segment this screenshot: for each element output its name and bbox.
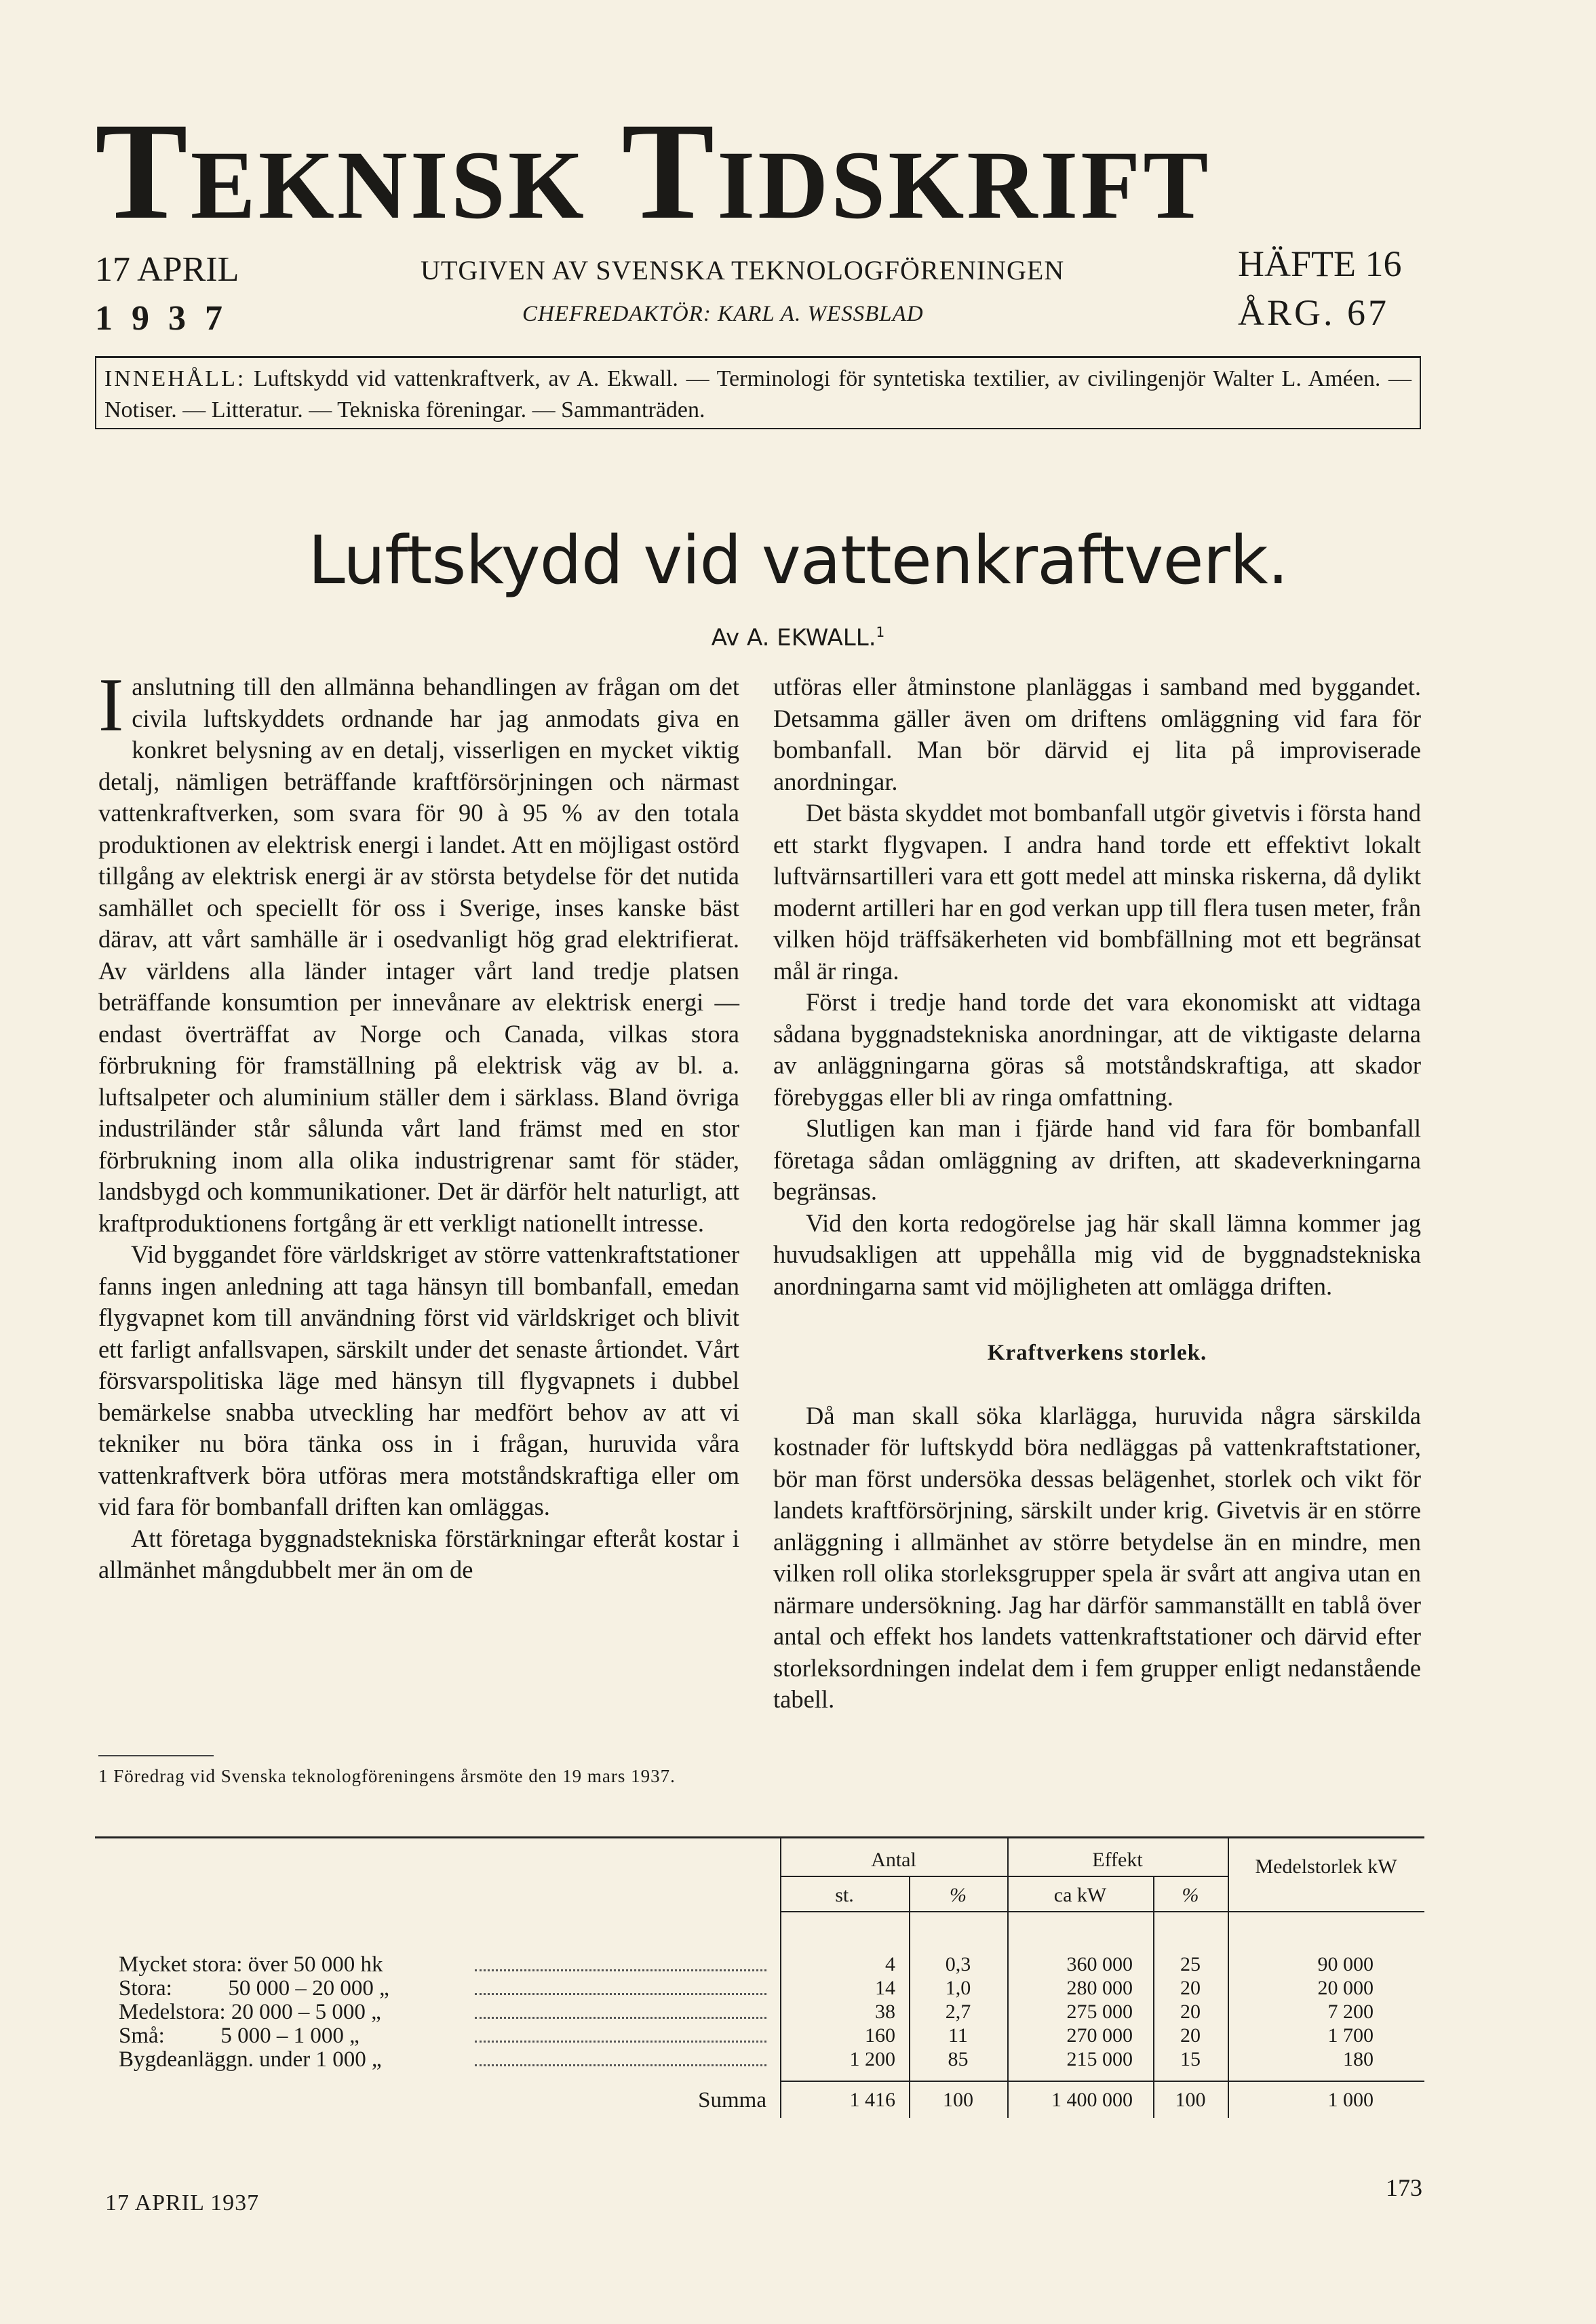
contents-box	[95, 356, 1421, 429]
sum-kwpct: 100	[1175, 2089, 1206, 2111]
right-column	[773, 671, 1421, 1716]
paragraph: utföras eller åtminstone planläggas i samband med byggandet. Detsamma gäller även om driftens omläggning vid fara för bombanfall. Man bör därvid ej lita på improviserade anordningar.	[773, 673, 1421, 795]
issue-number: HÄFTE 16	[1238, 243, 1402, 284]
leader-dots	[475, 1969, 766, 1971]
leader-dots	[475, 2017, 766, 2019]
sum-label: Summa	[698, 2088, 766, 2112]
cell-kw: 280 000	[1066, 1977, 1133, 1999]
header-antal: Antal	[871, 1849, 916, 1871]
footnote: 1 Föredrag vid Svenska teknologföreningens årsmöte den 19 mars 1937.	[98, 1766, 676, 1786]
publisher-line: UTGIVEN AV SVENSKA TEKNOLOGFÖRENINGEN	[421, 255, 1065, 285]
cell-st: 160	[865, 2024, 895, 2047]
footnote-rule	[98, 1755, 214, 1756]
contents-text: Luftskydd vid vattenkraftverk, av A. Ekwall. — Terminologi för syntetiska textilier, av civilingenjör Walter L. Améen. — Notiser. — Litteratur. — Tekniska föreningar. — Sammanträden.	[104, 366, 1412, 422]
sum-st: 1 416	[849, 2089, 895, 2111]
sum-medel: 1 000	[1327, 2089, 1374, 2111]
paragraph: Det bästa skyddet mot bombanfall utgör givetvis i första hand ett starkt flygvapen. I andra hand torde ett effektivt lokalt luftvärnsartilleri vara ett gott medel att minska riskerna, då dylikt modernt artilleri har en god verkan upp till flera tusen meter, från vilken höjd träffsäkerheten vid bombfällning mot ett begränsat mål är ringa.	[773, 799, 1421, 985]
cell-kwpct: 20	[1180, 2024, 1201, 2047]
cell-st: 4	[885, 1953, 895, 1975]
leader-dots	[475, 1993, 766, 1995]
sum-pct: 100	[943, 2089, 973, 2111]
cell-medel: 1 700	[1327, 2024, 1374, 2047]
left-column	[98, 663, 739, 1586]
byline-text: Av A. EKWALL.	[711, 624, 876, 652]
cell-kwpct: 15	[1180, 2048, 1201, 2070]
cell-st: 14	[875, 1977, 895, 1999]
power-stations-table	[95, 1836, 1424, 2118]
paragraph: Då man skall söka klarlägga, huruvida några särskilda kostnader för luftskydd böra nedläggas på vattenkraftstationer, bör man först undersöka dessas belägenhet, storlek och vikt för landets kraftförsörjning, särskilt under krig. Givetvis är en större anläggning i allmänhet av större betydelse än en mindre, men vilken roll olika storleksgrupper spela är svårt att angiva utan en närmare undersökning. Jag har därför sammanställt en tablå över antal och effekt hos landets vattenkraftstationer och därvid efter storleksordningen indelat dem i fem grupper enligt nedanstående tabell.	[773, 1401, 1421, 1713]
cell-kwpct: 20	[1180, 1977, 1201, 1999]
table-top-rule	[95, 1836, 1424, 1838]
paragraph: Vid byggandet före världskriget av större vattenkraftstationer fanns ingen anledning att taga hänsyn till bombanfall, emedan flygvapnet kom till användning först vid världskriget och blivit ett farligt anfallsvapen, särskilt under det senaste årtiondet. Vårt försvarspolitiska läge med hänsyn till flygvapnets i dubbel bemärkelse snabba utveckling har medfört behov av att vi tekniker nu böra tänka oss in i frågan, huruvida våra vattenkraftverk böra utföras mera motståndskraftiga eller om vid fara för bombanfall driften kan omläggas.	[98, 1240, 739, 1520]
volume-number: ÅRG. 67	[1238, 292, 1390, 333]
table-sum-rule	[780, 2081, 1424, 2082]
paragraph: Vid den korta redogörelse jag här skall lämna kommer jag huvudsakligen att uppehålla mig vid de byggnadstekniska anordningarna samt vid möjligheten att omlägga driften.	[773, 1208, 1421, 1300]
table-subheader-rule	[780, 1876, 1228, 1877]
cell-kw: 215 000	[1066, 2048, 1133, 2070]
paragraph-text: anslutning till den allmänna behandlingen av frågan om det civila luftskyddets ordnande har jag anmodats giva en konkret belysning av en detalj, visserligen en mycket viktig detalj, nämligen beträffande kraftförsörjningen och närmast vattenkraftverken, som svara för 90 à 95 % av den totala produktionen av elektrisk energi i landet. Att en möjligast ostörd tillgång av elektrisk energi är av största betydelse för det nutida samhället och speciellt för oss i Sverige, inses kanske bäst därav, att vårt samhälle är i osedvanligt hög grad elektrifierat. Av världens alla länder intager vårt land tredje platsen beträffande konsumtion per innevånare av elektrisk energi — endast överträffat av Norge och Canada, vilkas stora förbrukning för framställning på elektrisk väg av bl. a. luftsalpeter och aluminium ställer dem i särklass. Bland övriga industriländer står sålunda vårt land främst med en stor förbrukning inom alla olika industrigrenar samt för städer, landsbygd och kommunikationer. Det är därför helt naturligt, att kraftproduktionens fortgång är ett verkligt nationellt intresse.	[98, 673, 739, 1237]
leader-dots	[475, 2064, 766, 2066]
issue-year: 1937	[95, 299, 241, 338]
cell-medel: 20 000	[1317, 1977, 1374, 1999]
header-medelstorlek: Medelstorlek kW	[1255, 1855, 1397, 1878]
editor-line: CHEFREDAKTÖR: KARL A. WESSBLAD	[522, 302, 924, 326]
row-label: Bygdeanläggn. under 1 000 „	[119, 2047, 382, 2072]
header-effekt-percent: %	[1182, 1884, 1199, 1906]
header-antal-percent: %	[950, 1884, 967, 1906]
paragraph: Slutligen kan man i fjärde hand vid fara för bombanfall företaga sådan omläggning av driften, att skadeverkningarna begränsas.	[773, 1114, 1421, 1205]
leader-dots	[475, 2041, 766, 2043]
cell-st: 38	[875, 2001, 895, 2023]
paragraph	[98, 663, 739, 1239]
byline	[0, 624, 1596, 651]
cell-kwpct: 20	[1180, 2001, 1201, 2023]
cell-st: 1 200	[849, 2048, 895, 2070]
byline-footnote-mark: 1	[876, 624, 885, 640]
table-header-rule	[780, 1911, 1424, 1912]
cell-pct: 85	[948, 2048, 969, 2070]
cell-kwpct: 25	[1180, 1953, 1201, 1975]
header-st: st.	[835, 1884, 854, 1906]
cell-medel: 7 200	[1327, 2001, 1374, 2023]
cell-pct: 2,7	[945, 2001, 971, 2023]
cell-medel: 90 000	[1317, 1953, 1374, 1975]
header-ca-kw: ca kW	[1053, 1884, 1107, 1906]
contents-label: INNEHÅLL:	[104, 366, 246, 391]
row-label: Mycket stora: över 50 000 hk	[119, 1952, 383, 1977]
row-label: Stora: 50 000 – 20 000 „	[119, 1976, 389, 2001]
issue-date: 17 APRIL	[95, 250, 239, 289]
footer-date: 17 APRIL 1937	[105, 2190, 260, 2215]
row-label: Medelstora: 20 000 – 5 000 „	[119, 2000, 381, 2024]
cell-pct: 11	[948, 2024, 968, 2047]
sum-kw: 1 400 000	[1051, 2089, 1133, 2111]
section-subheading: Kraftverkens storlek.	[987, 1341, 1207, 1365]
page-number: 173	[1386, 2174, 1422, 2201]
cell-kw: 270 000	[1066, 2024, 1133, 2047]
header-effekt: Effekt	[1092, 1849, 1143, 1871]
paragraph: Att företaga byggnadstekniska förstärkningar efteråt kostar i allmänhet mångdubbelt mer än om de	[98, 1524, 739, 1583]
row-label: Små: 5 000 – 1 000 „	[119, 2024, 359, 2048]
article-title: Luftskydd vid vattenkraftverk.	[308, 522, 1288, 599]
drop-cap: I	[98, 663, 124, 747]
paragraph: Först i tredje hand torde det vara ekonomiskt att vidtaga sådana byggnadstekniska anordningar, att de viktigaste delarna av anläggningarna göras så motståndskraftiga, att skador förebyggas eller bli av ringa omfattning.	[773, 988, 1421, 1111]
cell-pct: 1,0	[945, 1977, 971, 1999]
cell-pct: 0,3	[945, 1953, 971, 1975]
masthead-title: Teknisk Tidskrift	[95, 94, 1211, 248]
cell-kw: 360 000	[1066, 1953, 1133, 1975]
cell-kw: 275 000	[1066, 2001, 1133, 2023]
cell-medel: 180	[1343, 2048, 1374, 2070]
